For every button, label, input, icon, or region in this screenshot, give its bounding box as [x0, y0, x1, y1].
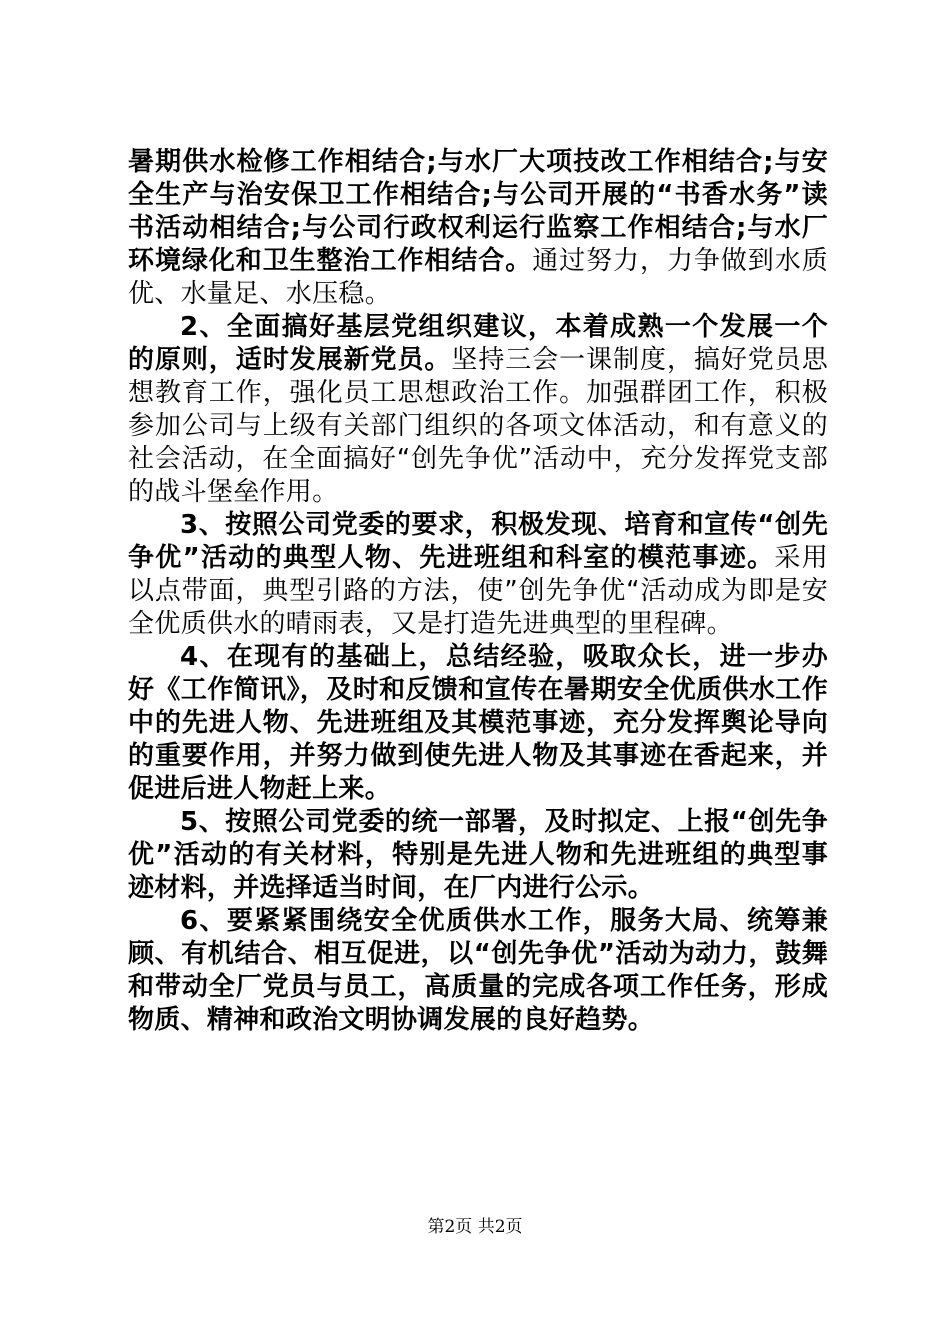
- paragraph-6: [128, 905, 828, 1037]
- paragraph-1-normal-text: 通过努力，力争做到水质优、水量足、水压稳。: [128, 246, 828, 309]
- document-body: [128, 146, 828, 1037]
- paragraph-3: [128, 509, 828, 641]
- paragraph-2-bold-text: 2、全面搞好基层党组织建议，本着成熟一个发展一个的原则，适时发展新党员。: [128, 312, 828, 375]
- paragraph-2-normal-text: 坚持三会一课制度，搞好党员思想教育工作，强化员工思想政治工作。加强群团工作，积极参加公司与上级有关部门组织的各项文体活动，和有意义的社会活动，在全面搞好“创先争优”活动中，充分发挥党支部的战斗堡垒作用。: [128, 345, 828, 507]
- paragraph-1: [128, 146, 828, 311]
- paragraph-5: [128, 806, 828, 905]
- paragraph-3-normal-text: 采用以点带面，典型引路的方法，使”创先争优“活动成为即是安全优质供水的晴雨表，又是打造先进典型的里程碑。: [128, 543, 828, 639]
- paragraph-2: [128, 311, 828, 509]
- paragraph-5-bold-text: 5、按照公司党委的统一部署，及时拟定、上报“创先争优”活动的有关材料，特别是先进人物和先进班组的典型事迹材料，并选择适当时间，在厂内进行公示。: [128, 807, 828, 903]
- paragraph-3-bold-text: 3、按照公司党委的要求，积极发现、培育和宣传“创先争优”活动的典型人物、先进班组和科室的模范事迹。: [128, 510, 828, 573]
- paragraph-4-bold-text: 4、在现有的基础上，总结经验，吸取众长，进一步办好《工作简讯》，及时和反馈和宣传在暑期安全优质供水工作中的先进人物、先进班组及其模范事迹，充分发挥舆论导向的重要作用，并努力做到使先进人物及其事迹在香起来，并促进后进人物赶上来。: [128, 642, 828, 804]
- paragraph-6-bold-text: 6、要紧紧围绕安全优质供水工作，服务大局、统筹兼顾、有机结合、相互促进，以“创先争优”活动为动力，鼓舞和带动全厂党员与员工，高质量的完成各项工作任务，形成物质、精神和政治文明协调发展的良好趋势。: [128, 906, 828, 1035]
- page-number-footer: 第2页 共2页: [427, 1217, 523, 1237]
- paragraph-1-bold-text: 暑期供水检修工作相结合;与水厂大项技改工作相结合;与安全生产与治安保卫工作相结合;与公司开展的“书香水务”读书活动相结合;与公司行政权利运行监察工作相结合;与水厂环境绿化和卫生整治工作相结合。: [128, 147, 828, 276]
- paragraph-4: [128, 641, 828, 806]
